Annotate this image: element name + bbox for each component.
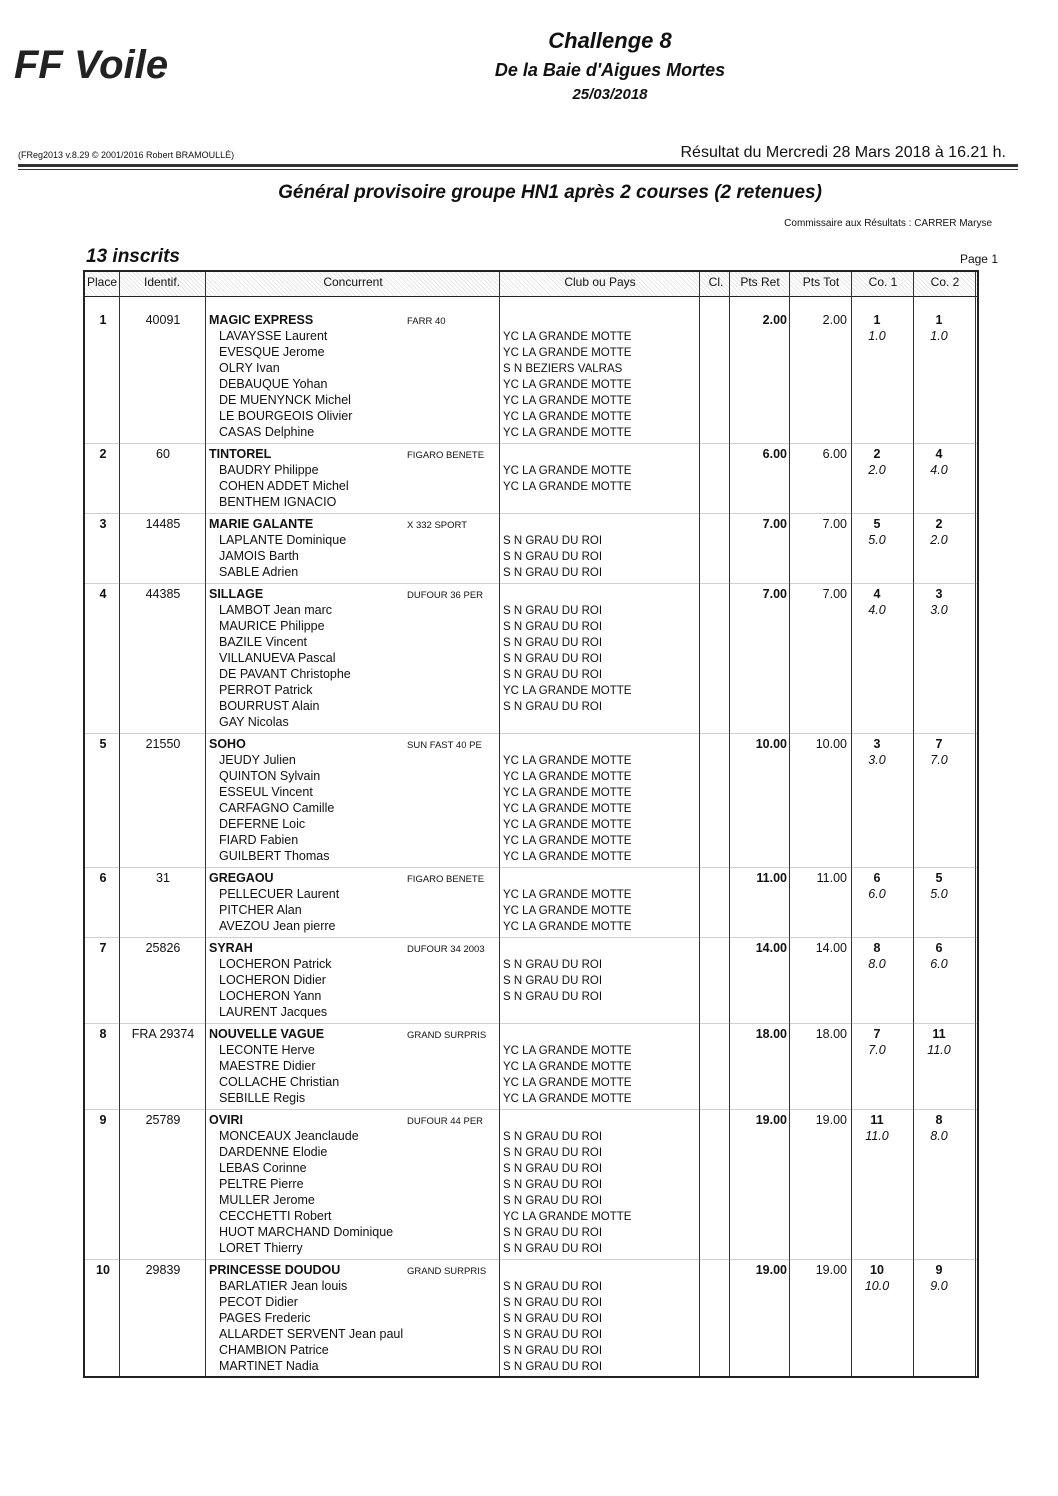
boat-type: FIGARO BENETE [407,874,485,885]
col-divider [789,272,790,1376]
row-separator [85,513,977,514]
ident-cell: 29839 [145,1263,181,1277]
col-header-pts-ret: Pts Ret [740,275,780,289]
race2-rank: 3 [935,587,943,601]
crew-member: DE MUENYNCK Michel [219,393,351,407]
place-cell: 6 [99,871,107,885]
crew-club: S N GRAU DU ROI [503,1361,603,1373]
col-header-place: Place [87,275,118,289]
crew-club: YC LA GRANDE MOTTE [503,1211,632,1223]
race1-points: 3.0 [868,753,886,767]
crew-member: MARTINET Nadia [219,1359,319,1373]
crew-club: YC LA GRANDE MOTTE [503,889,632,901]
boat-name: MARIE GALANTE [209,517,314,531]
crew-member: LAPLANTE Dominique [219,533,347,547]
crew-club: YC LA GRANDE MOTTE [503,755,632,767]
crew-member: PECOT Didier [219,1295,298,1309]
boat-type: DUFOUR 44 PER [407,1116,484,1127]
place-cell: 2 [99,447,107,461]
place-cell: 7 [99,941,107,955]
crew-club: S N GRAU DU ROI [503,701,603,713]
event-date: 25/03/2018 [572,86,648,103]
crew-member: LOCHERON Yann [219,989,322,1003]
race1-rank: 10 [870,1263,884,1277]
crew-member: ALLARDET SERVENT Jean paul [219,1327,404,1341]
crew-club: S N GRAU DU ROI [503,621,603,633]
boat-name: PRINCESSE DOUDOU [209,1263,341,1277]
crew-member: DEFERNE Loic [219,817,306,831]
col-header-club: Club ou Pays [564,275,636,289]
crew-member: GAY Nicolas [219,715,289,729]
race1-points: 7.0 [868,1043,886,1057]
boat-name: TINTOREL [209,447,272,461]
boat-type: GRAND SURPRIS [407,1030,487,1041]
col-header-pts-tot: Pts Tot [802,275,840,289]
boat-type: DUFOUR 34 2003 [407,944,485,955]
race1-points: 11.0 [865,1129,889,1143]
ffvoile-logo [14,36,194,86]
crew-member: PELLECUER Laurent [219,887,340,901]
pts-ret-cell: 6.00 [762,447,787,461]
crew-member: EVESQUE Jerome [219,345,325,359]
race1-points: 5.0 [868,533,886,547]
col-divider [119,272,120,1376]
crew-club: YC LA GRANDE MOTTE [503,835,632,847]
crew-member: GUILBERT Thomas [219,849,330,863]
crew-member: AVEZOU Jean pierre [219,919,336,933]
col-divider [699,272,700,1376]
crew-member: HUOT MARCHAND Dominique [219,1225,394,1239]
crew-club: S N GRAU DU ROI [503,991,603,1003]
race2-rank: 6 [935,941,943,955]
col-header-co1: Co. 1 [868,275,898,289]
crew-club: YC LA GRANDE MOTTE [503,905,632,917]
col-divider [851,272,852,1376]
row-separator [85,1109,977,1110]
pts-tot-cell: 11.00 [816,871,847,885]
crew-member: MONCEAUX Jeanclaude [219,1129,359,1143]
race2-points: 9.0 [930,1279,948,1293]
boat-type: SUN FAST 40 PE [407,740,482,751]
commissaire-line: Commissaire aux Résultats : CARRER Maryse [784,218,992,229]
crew-member: LOCHERON Patrick [219,957,332,971]
col-divider [975,272,976,1376]
ident-cell: 21550 [145,737,181,751]
boat-name: SYRAH [209,941,253,955]
ident-cell: 25789 [145,1113,181,1127]
crew-club: YC LA GRANDE MOTTE [503,685,632,697]
crew-member: LAVAYSSE Laurent [219,329,328,343]
race1-rank: 1 [873,313,881,327]
crew-club: S N GRAU DU ROI [503,1297,603,1309]
row-separator [85,733,977,734]
crew-club: YC LA GRANDE MOTTE [503,771,632,783]
race2-points: 5.0 [930,887,948,901]
crew-member: LAMBOT Jean marc [219,603,333,617]
crew-member: MAESTRE Didier [219,1059,316,1073]
race2-rank: 8 [935,1113,943,1127]
pts-tot-cell: 10.00 [815,737,847,751]
crew-member: PAGES Frederic [219,1311,311,1325]
crew-member: LAURENT Jacques [219,1005,328,1019]
crew-club: S N GRAU DU ROI [503,1179,603,1191]
pts-tot-cell: 7.00 [822,587,847,601]
crew-member: BENTHEM IGNACIO [219,495,337,509]
race2-points: 11.0 [927,1043,951,1057]
pts-tot-cell: 2.00 [822,313,847,327]
crew-club: S N GRAU DU ROI [503,1131,603,1143]
race1-points: 6.0 [868,887,886,901]
race1-points: 10.0 [864,1279,890,1293]
crew-club: S N GRAU DU ROI [503,1329,603,1341]
pts-ret-cell: 7.00 [762,587,787,601]
ident-cell: 14485 [145,517,181,531]
crew-member: COLLACHE Christian [219,1075,340,1089]
crew-member: BOURRUST Alain [219,699,320,713]
pts-ret-cell: 2.00 [762,313,787,327]
crew-member: SABLE Adrien [219,565,299,579]
pts-ret-cell: 14.00 [755,941,787,955]
crew-club: S N GRAU DU ROI [503,535,603,547]
crew-club: S N GRAU DU ROI [503,1243,603,1255]
row-separator [85,937,977,938]
race2-rank: 2 [935,517,943,531]
crew-member: PERROT Patrick [219,683,313,697]
crew-club: S N GRAU DU ROI [503,653,603,665]
place-cell: 5 [99,737,107,751]
race1-rank: 5 [873,517,881,531]
place-cell: 8 [99,1027,107,1041]
pts-ret-cell: 11.00 [756,871,787,885]
boat-name: GREGAOU [209,871,274,885]
pts-tot-cell: 7.00 [822,517,847,531]
crew-member: MAURICE Philippe [219,619,325,633]
race1-rank: 7 [873,1027,881,1041]
pts-ret-cell: 19.00 [755,1263,787,1277]
crew-club: S N GRAU DU ROI [503,1147,603,1159]
row-separator [85,1023,977,1024]
pts-tot-cell: 19.00 [815,1113,847,1127]
race1-points: 1.0 [868,329,886,343]
race1-rank: 11 [870,1113,884,1127]
boat-name: NOUVELLE VAGUE [209,1027,325,1041]
col-divider [729,272,730,1376]
crew-club: YC LA GRANDE MOTTE [503,851,632,863]
crew-member: VILLANUEVA Pascal [219,651,336,665]
pts-tot-cell: 6.00 [822,447,847,461]
ident-cell: 25826 [145,941,181,955]
pts-ret-cell: 19.00 [755,1113,787,1127]
crew-club: S N GRAU DU ROI [503,1345,603,1357]
race2-points: 3.0 [930,603,948,617]
crew-member: JAMOIS Barth [219,549,299,563]
page-number: Page 1 [959,252,998,266]
ident-cell: 31 [156,871,170,885]
crew-member: DEBAUQUE Yohan [219,377,328,391]
crew-member: LECONTE Herve [219,1043,315,1057]
race2-rank: 7 [935,737,943,751]
pts-tot-cell: 14.00 [815,941,847,955]
col-header-co2: Co. 2 [930,275,960,289]
ident-cell: FRA 29374 [131,1027,195,1041]
page-title: Challenge 8 [548,28,672,53]
pts-tot-cell: 18.00 [815,1027,847,1041]
ident-cell: 44385 [145,587,181,601]
pts-ret-cell: 7.00 [762,517,787,531]
race2-points: 6.0 [930,957,948,971]
crew-club: S N GRAU DU ROI [503,1227,603,1239]
crew-member: CHAMBION Patrice [219,1343,329,1357]
row-separator [85,867,977,868]
race1-rank: 3 [873,737,881,751]
crew-member: JEUDY Julien [219,753,296,767]
crew-member: OLRY Ivan [219,361,280,375]
col-header-concurrent: Concurrent [323,275,383,289]
crew-club: YC LA GRANDE MOTTE [503,921,632,933]
crew-member: QUINTON Sylvain [219,769,321,783]
crew-member: PITCHER Alan [219,903,302,917]
race1-points: 2.0 [868,463,886,477]
results-table [83,270,979,1378]
crew-member: DE PAVANT Christophe [219,667,351,681]
crew-member: CARFAGNO Camille [219,801,335,815]
col-header-ident: Identif. [143,275,181,289]
crew-club: S N GRAU DU ROI [503,669,603,681]
crew-club: S N GRAU DU ROI [503,637,603,649]
row-separator [85,1259,977,1260]
race2-points: 8.0 [930,1129,948,1143]
row-separator [85,583,977,584]
crew-club: YC LA GRANDE MOTTE [503,411,632,423]
crew-club: S N GRAU DU ROI [503,551,603,563]
crew-member: FIARD Fabien [219,833,299,847]
header-rule-thin [18,169,1018,170]
crew-club: YC LA GRANDE MOTTE [503,1077,632,1089]
crew-member: LOCHERON Didier [219,973,326,987]
crew-member: ESSEUL Vincent [219,785,313,799]
place-cell: 4 [99,587,107,601]
crew-club: YC LA GRANDE MOTTE [503,331,632,343]
race1-points: 8.0 [868,957,886,971]
place-cell: 10 [96,1263,110,1277]
crew-club: YC LA GRANDE MOTTE [503,803,632,815]
crew-club: S N GRAU DU ROI [503,959,603,971]
race1-rank: 4 [873,587,881,601]
crew-club: YC LA GRANDE MOTTE [503,427,632,439]
result-timestamp: Résultat du Mercredi 28 Mars 2018 à 16.21 h. [680,144,1006,161]
boat-name: MAGIC EXPRESS [209,313,314,327]
crew-member: BAUDRY Philippe [219,463,319,477]
software-credit: (FReg2013 v.8.29 © 2001/2016 Robert BRAMOULLÉ) [18,150,235,160]
page-subtitle: De la Baie d'Aigues Mortes [494,60,726,80]
header-rule [18,164,1018,167]
crew-club: YC LA GRANDE MOTTE [503,1061,632,1073]
pts-tot-cell: 19.00 [815,1263,847,1277]
crew-club: S N GRAU DU ROI [503,605,603,617]
crew-club: S N GRAU DU ROI [503,1163,603,1175]
crew-club: S N GRAU DU ROI [503,1281,603,1293]
crew-club: S N BEZIERS VALRAS [503,363,623,375]
crew-club: S N GRAU DU ROI [503,1195,603,1207]
crew-club: YC LA GRANDE MOTTE [503,465,632,477]
col-divider [499,272,500,1376]
race2-points: 4.0 [930,463,948,477]
race2-points: 7.0 [930,753,948,767]
crew-member: BAZILE Vincent [219,635,308,649]
race2-rank: 4 [935,447,943,461]
race2-points: 2.0 [930,533,948,547]
place-cell: 9 [99,1113,107,1127]
crew-member: CASAS Delphine [219,425,315,439]
boat-name: OVIRI [209,1113,244,1127]
race2-rank: 11 [932,1027,946,1041]
crew-club: S N GRAU DU ROI [503,567,603,579]
boat-name: SOHO [209,737,246,751]
place-cell: 3 [99,517,107,531]
logo-text: FF Voile [14,43,169,86]
race2-rank: 5 [935,871,943,885]
boat-type: FARR 40 [407,316,446,327]
race1-rank: 8 [873,941,881,955]
boat-type: DUFOUR 36 PER [407,590,484,601]
table-header [85,272,977,297]
place-cell: 1 [99,313,107,327]
crew-member: BARLATIER Jean louis [219,1279,348,1293]
crew-club: S N GRAU DU ROI [503,1313,603,1325]
crew-club: YC LA GRANDE MOTTE [503,395,632,407]
crew-club: YC LA GRANDE MOTTE [503,819,632,831]
race2-rank: 1 [935,313,943,327]
pts-ret-cell: 18.00 [755,1027,787,1041]
col-header-cl: Cl. [708,275,724,289]
crew-club: YC LA GRANDE MOTTE [503,379,632,391]
crew-club: S N GRAU DU ROI [503,975,603,987]
crew-club: YC LA GRANDE MOTTE [503,787,632,799]
crew-club: YC LA GRANDE MOTTE [503,1045,632,1057]
race2-rank: 9 [935,1263,943,1277]
crew-member: PELTRE Pierre [219,1177,304,1191]
race1-rank: 6 [873,871,881,885]
crew-member: SEBILLE Regis [219,1091,306,1105]
col-divider [205,272,206,1376]
crew-club: YC LA GRANDE MOTTE [503,481,632,493]
race2-points: 1.0 [930,329,948,343]
race1-points: 4.0 [868,603,886,617]
entrant-count: 13 inscrits [86,246,180,267]
crew-member: MULLER Jerome [219,1193,315,1207]
ranking-heading: Général provisoire groupe HN1 après 2 courses (2 retenues) [278,182,822,203]
ident-cell: 60 [156,447,170,461]
row-separator [85,443,977,444]
race1-rank: 2 [873,447,881,461]
crew-member: LE BOURGEOIS Olivier [219,409,353,423]
crew-member: COHEN ADDET Michel [219,479,349,493]
crew-member: DARDENNE Elodie [219,1145,328,1159]
crew-member: LORET Thierry [219,1241,303,1255]
boat-type: FIGARO BENETE [407,450,485,461]
crew-member: LEBAS Corinne [219,1161,307,1175]
boat-type: GRAND SURPRIS [407,1266,487,1277]
boat-name: SILLAGE [209,587,264,601]
crew-club: YC LA GRANDE MOTTE [503,1093,632,1105]
crew-member: CECCHETTI Robert [219,1209,332,1223]
col-divider [913,272,914,1376]
pts-ret-cell: 10.00 [755,737,787,751]
ident-cell: 40091 [145,313,181,327]
boat-type: X 332 SPORT [407,520,468,531]
crew-club: YC LA GRANDE MOTTE [503,347,632,359]
